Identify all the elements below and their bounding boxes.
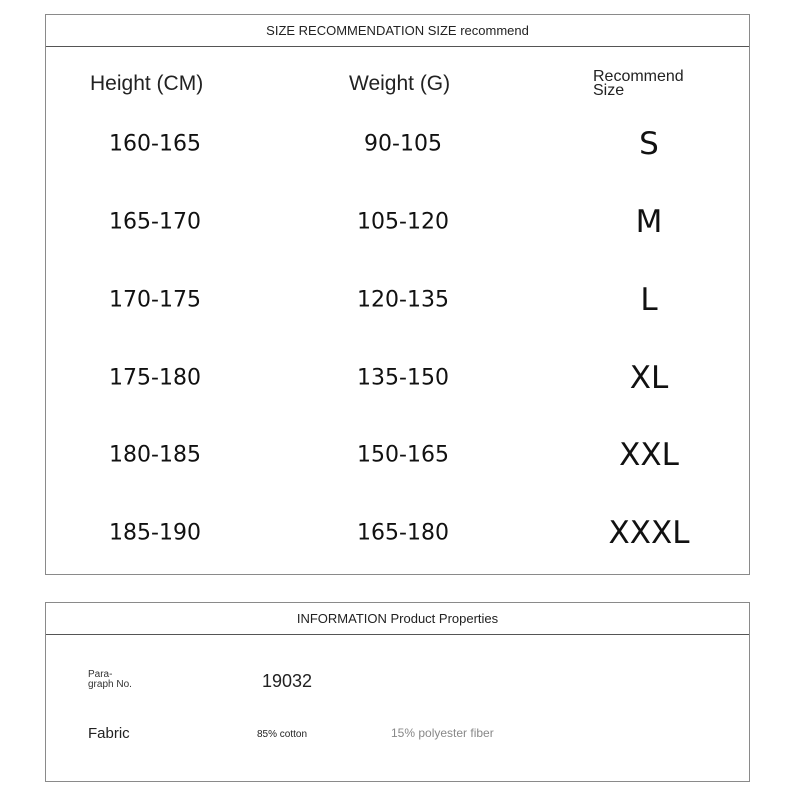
size-panel-title: SIZE RECOMMENDATION SIZE recommend bbox=[46, 15, 749, 47]
size-recommendation-panel bbox=[45, 14, 750, 575]
row-height-cell: 185-190 bbox=[109, 520, 201, 546]
row-size-cell: XL bbox=[629, 360, 669, 396]
row-size-cell: M bbox=[635, 204, 663, 240]
row-weight-cell: 150-165 bbox=[357, 442, 449, 468]
paragraph-label-line2: graph No. bbox=[88, 679, 132, 690]
recommend-header-line1: Recommend bbox=[593, 68, 684, 85]
row-size-cell: XXL bbox=[619, 437, 679, 473]
row-weight-cell: 105-120 bbox=[357, 209, 449, 235]
info-panel-title: INFORMATION Product Properties bbox=[46, 603, 749, 635]
row-weight-cell: 165-180 bbox=[357, 520, 449, 546]
row-weight-cell: 90-105 bbox=[364, 131, 442, 157]
paragraph-label-line1: Para- bbox=[88, 669, 113, 680]
height-column-header: Height (CM) bbox=[90, 72, 204, 95]
row-height-cell: 170-175 bbox=[109, 287, 201, 313]
fabric-secondary-value: 15% polyester fiber bbox=[391, 726, 494, 740]
product-information-panel bbox=[45, 602, 750, 782]
row-height-cell: 180-185 bbox=[109, 442, 201, 468]
row-height-cell: 165-170 bbox=[109, 209, 201, 235]
row-weight-cell: 120-135 bbox=[357, 287, 449, 313]
recommend-size-column-header bbox=[593, 70, 713, 98]
row-size-cell: L bbox=[640, 282, 658, 318]
row-height-cell: 175-180 bbox=[109, 365, 201, 391]
recommend-header-line2: Size bbox=[593, 82, 625, 99]
row-size-cell: XXXL bbox=[608, 515, 690, 551]
fabric-primary-value: 85% cotton bbox=[257, 729, 308, 740]
row-weight-cell: 135-150 bbox=[357, 365, 449, 391]
weight-column-header: Weight (G) bbox=[349, 72, 451, 95]
paragraph-number-value: 19032 bbox=[262, 671, 313, 691]
row-size-cell: S bbox=[639, 126, 659, 162]
paragraph-number-label bbox=[88, 670, 158, 690]
fabric-label: Fabric bbox=[88, 725, 130, 742]
row-height-cell: 160-165 bbox=[109, 131, 201, 157]
